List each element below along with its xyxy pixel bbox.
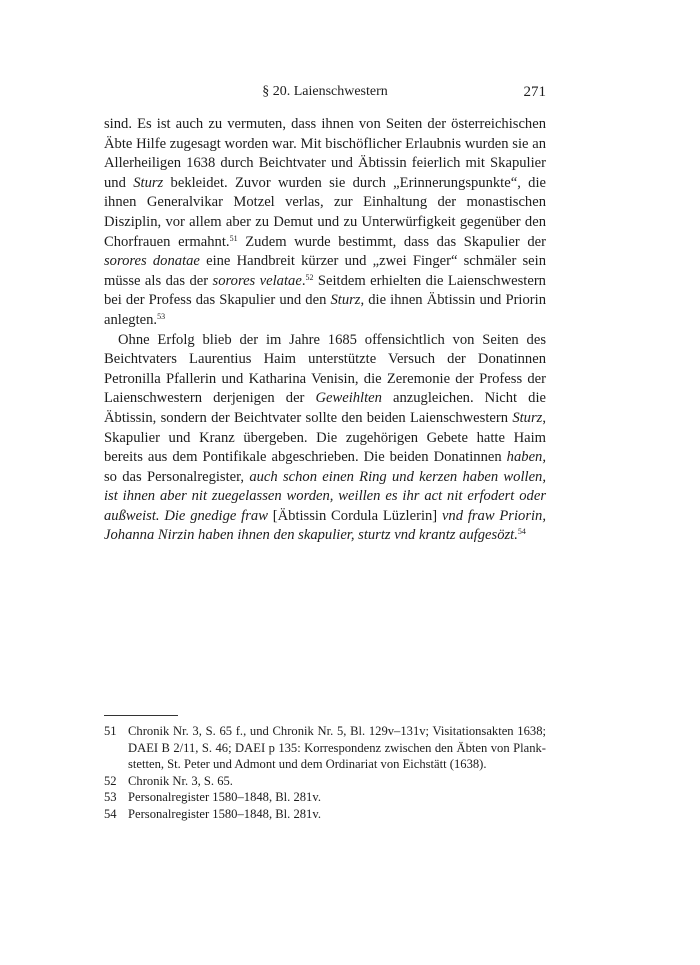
text-run: Zudem wurde bestimmt, dass das Skapulier der — [237, 233, 546, 250]
footnote-reference: 52 — [305, 272, 314, 282]
footnote — [104, 773, 546, 790]
footnote-separator — [104, 715, 178, 716]
footnote-reference: 53 — [157, 311, 166, 321]
footnote — [104, 789, 546, 806]
footnote-text: Personalregister 1580–1848, Bl. 281v. — [128, 790, 321, 805]
footnote-text: Personalregister 1580–1848, Bl. 281v. — [128, 806, 321, 821]
footnote-number: 54 — [104, 806, 117, 821]
text-run: , die ihnen Äbtissin und Priorin anlegten. — [104, 292, 546, 328]
italic-text: Sturz — [330, 292, 361, 309]
footnote-number: 51 — [104, 724, 117, 738]
footnote — [104, 723, 546, 773]
italic-text: vnd fraw Priorin, Johanna Nirzin haben ihnen den skapulier, sturtz vnd krantz aufgesözt. — [104, 507, 546, 544]
running-header — [104, 84, 546, 106]
page-number: 271 — [523, 84, 546, 100]
text-run: so das Personalregister, — [104, 468, 250, 485]
text-run: sind. Es ist auch zu vermuten, dass ihnen von Seiten der österreichischen Äbte Hilfe zugesagt worden war. Mit bischöflicher Erlaubnis wurden sie an Allerheiligen 1638 durch Beichtvater und Äbtissin feierlich mit Skapulier und — [104, 116, 546, 191]
italic-text: sorores velatae — [212, 272, 302, 289]
italic-text: Geweihlten — [315, 390, 382, 407]
footnote-reference: 51 — [229, 233, 238, 243]
text-run: Seitdem erhielten die Laienschwestern bei der Profess das Skapulier und den — [104, 272, 546, 309]
footnote-text: Chronik Nr. 3, S. 65. — [128, 773, 233, 788]
text-run: bekleidet. Zuvor wurden sie durch „Erinnerungspunkte“, die ihnen Generalvikar Motzel verlas, zur Einhaltung der monastischen Disziplin, vor allem aber zu Demut und zu Unterwürfigkeit gegenüber den Chorfrauen ermahnt. — [104, 174, 546, 250]
text-run: [Äbtissin Cordula Lüzlerin] — [267, 507, 442, 524]
italic-text: Sturz — [512, 409, 543, 426]
footnote-text: Chronik Nr. 3, S. 65 f., und Chronik Nr. 5, Bl. 129v–131v; Visitationsakten 1638; DAEI B 2/11, S. 46; DAEI p 135: Korrespondenz zwischen den Äbten von Plankstetten, St. Peter und Admont und dem Ordinariat von Eichstätt (1638). — [128, 724, 546, 772]
paragraph — [104, 115, 546, 331]
text-run: Ohne Erfolg blieb der im Jahre 1685 offensichtlich von Seiten des Beichtvaters Laurentius Haim unterstützte Versuch der Donatinnen Petronilla Pfallerin und Katharina Venisin, die Zeremonie der Profess der Laienschwestern derjenigen der — [104, 331, 546, 407]
running-title: § 20. Laienschwestern — [262, 84, 388, 99]
footnote-number: 52 — [104, 773, 117, 788]
footnote — [104, 806, 546, 823]
paragraph — [104, 331, 546, 547]
italic-text: haben, — [506, 449, 546, 466]
italic-text: auch schon einen Ring und kerzen haben wollen, ist ihnen aber nit zuegelassen worden, weillen es ihr act nit erfodert oder außweist. Die gnedige fraw — [104, 468, 546, 524]
italic-text: sorores donatae — [104, 253, 200, 270]
footnote-reference: 54 — [517, 527, 526, 537]
body-text — [104, 115, 546, 546]
text-run: . — [301, 272, 306, 289]
italic-text: Sturz — [133, 174, 164, 191]
text-run: anzugleichen. Nicht die Äbtissin, sondern der Beichtvater sollte den beiden Laienschwestern — [104, 390, 546, 426]
text-run: eine Handbreit kürzer und „zwei Finger“ schmäler sein müsse als das der — [104, 253, 546, 289]
footnotes — [104, 723, 546, 823]
text-run: , Skapulier und Kranz übergeben. Die zugehörigen Gebete hatte Haim bereits aus dem Pontifikale abgeschrieben. Die beiden Donatinnen — [104, 409, 546, 466]
footnote-number: 53 — [104, 790, 117, 805]
